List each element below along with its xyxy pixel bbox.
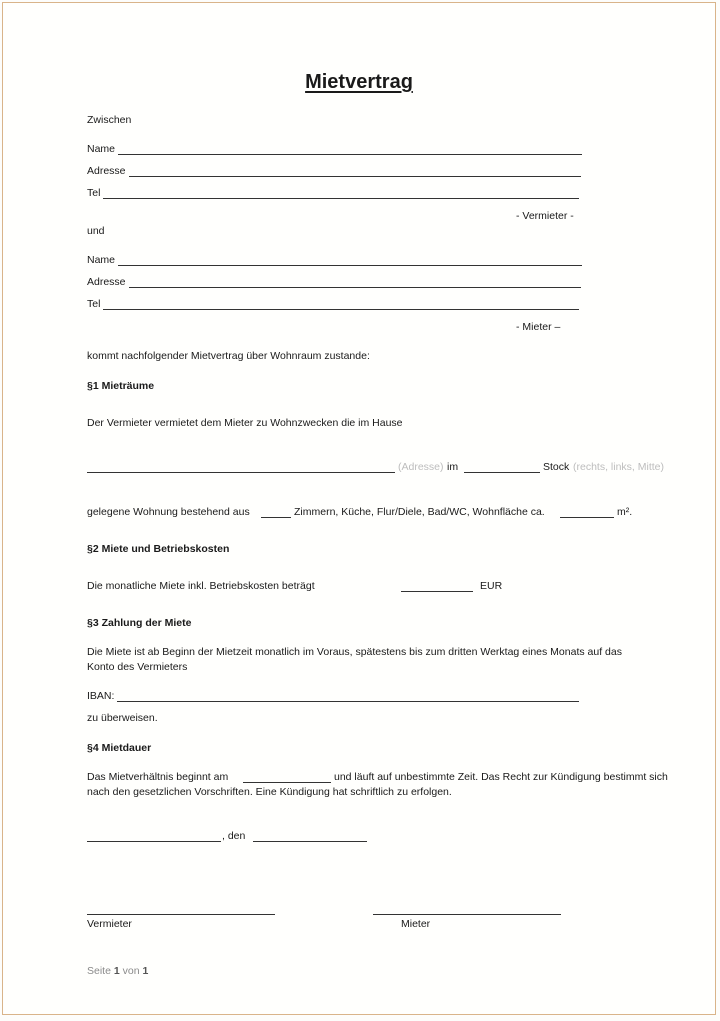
- flat-text-b: Zimmern, Küche, Flur/Diele, Bad/WC, Wohnfläche ca.: [294, 506, 545, 518]
- tenant-name-line: [118, 254, 582, 266]
- rooms-line[interactable]: [261, 517, 291, 518]
- date-line[interactable]: [253, 841, 367, 842]
- iban-label: IBAN:: [87, 690, 115, 702]
- between-label: Zwischen: [87, 114, 132, 126]
- landlord-tel-label: Tel: [87, 187, 101, 199]
- page-footer: [87, 965, 148, 978]
- section-3-heading: §3 Zahlung der Miete: [87, 617, 192, 629]
- of-word: von: [122, 965, 140, 977]
- iban-field[interactable]: [87, 690, 579, 702]
- landlord-address-line: [129, 165, 581, 177]
- tenant-signature-line[interactable]: [373, 914, 561, 915]
- landlord-name-line: [118, 143, 582, 155]
- section-1-heading: §1 Mieträume: [87, 380, 155, 392]
- tenant-signature-label: Mieter: [401, 918, 431, 930]
- landlord-address-label: Adresse: [87, 165, 126, 177]
- area-unit: m².: [617, 506, 633, 518]
- flat-text-a: gelegene Wohnung bestehend aus: [87, 506, 250, 518]
- tenant-tel-field[interactable]: [87, 298, 579, 310]
- tenant-name-field[interactable]: [87, 254, 582, 266]
- section-4-text-line2: nach den gesetzlichen Vorschriften. Eine Kündigung hat schriftlich zu erfolgen.: [87, 786, 452, 798]
- tenant-address-line: [129, 276, 581, 288]
- landlord-address-field[interactable]: [87, 165, 581, 177]
- section-4-text-b: und läuft auf unbestimmte Zeit. Das Recht zur Kündigung bestimmt sich: [334, 771, 668, 783]
- landlord-signature-label: Vermieter: [87, 918, 132, 930]
- page-number: 1: [113, 965, 120, 977]
- transfer-text: zu überweisen.: [87, 712, 158, 724]
- tenant-role-label: - Mieter –: [516, 321, 561, 333]
- landlord-name-field[interactable]: [87, 143, 582, 155]
- floor-line[interactable]: [464, 472, 540, 473]
- stock-label: Stock: [543, 461, 570, 473]
- tenant-tel-line: [103, 298, 579, 310]
- currency-label: EUR: [480, 580, 503, 592]
- landlord-tel-field[interactable]: [87, 187, 579, 199]
- landlord-signature-line[interactable]: [87, 914, 275, 915]
- section-3-text-line2: Konto des Vermieters: [87, 661, 188, 673]
- section-2-heading: §2 Miete und Betriebskosten: [87, 543, 230, 555]
- document-title: Mietvertrag: [305, 71, 413, 93]
- place-line[interactable]: [87, 841, 221, 842]
- tenant-name-label: Name: [87, 254, 116, 266]
- address-hint: (Adresse): [398, 461, 444, 473]
- tenant-address-field[interactable]: [87, 276, 581, 288]
- section-4-heading: §4 Mietdauer: [87, 742, 152, 754]
- page-total: 1: [142, 965, 149, 977]
- rent-line[interactable]: [401, 591, 473, 592]
- tenant-tel-label: Tel: [87, 298, 101, 310]
- landlord-name-label: Name: [87, 143, 116, 155]
- floor-hint: (rechts, links, Mitte): [573, 461, 665, 473]
- area-line[interactable]: [560, 517, 614, 518]
- start-date-line[interactable]: [243, 782, 331, 783]
- tenant-address-label: Adresse: [87, 276, 126, 288]
- landlord-role-label: - Vermieter -: [516, 210, 574, 222]
- and-label: und: [87, 225, 105, 237]
- section-4-text-a: Das Mietverhältnis beginnt am: [87, 771, 229, 783]
- landlord-tel-line: [103, 187, 579, 199]
- section-1-text: Der Vermieter vermietet dem Mieter zu Wohnzwecken die im Hause: [87, 417, 403, 429]
- page-word: Seite: [87, 965, 111, 977]
- section-2-text: Die monatliche Miete inkl. Betriebskosten beträgt: [87, 580, 315, 592]
- place-date-separator: , den: [222, 830, 246, 842]
- intro-text: kommt nachfolgender Mietvertrag über Wohnraum zustande:: [87, 350, 370, 362]
- house-address-line[interactable]: [87, 472, 395, 473]
- section-3-text-line1: Die Miete ist ab Beginn der Mietzeit monatlich im Voraus, spätestens bis zum dritten Werktag eines Monats auf das: [87, 646, 622, 658]
- document-page: [2, 2, 716, 1015]
- iban-line: [117, 690, 579, 702]
- im-label: im: [447, 461, 459, 473]
